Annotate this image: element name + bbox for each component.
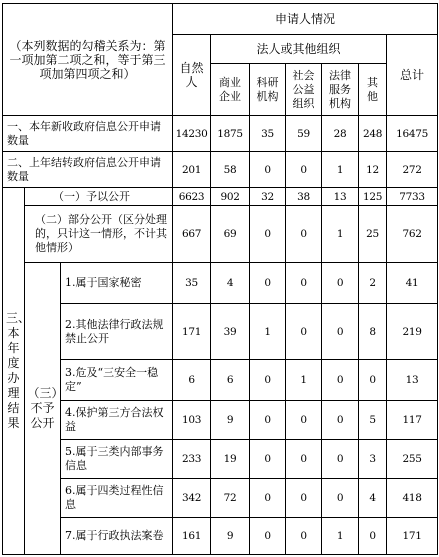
value-cell: 1	[322, 206, 359, 263]
value-cell: 0	[250, 206, 286, 263]
value-cell: 32	[250, 188, 286, 206]
value-cell: 0	[250, 360, 286, 401]
research-header: 科研机构	[250, 64, 286, 116]
row-label: 4.保护第三方合法权益	[61, 401, 173, 440]
row-label: 1.属于国家秘密	[61, 263, 173, 304]
value-cell: 171	[387, 518, 438, 555]
value-cell: 117	[387, 401, 438, 440]
value-cell: 2	[359, 263, 387, 304]
value-cell: 9	[211, 518, 250, 555]
value-cell: 1	[286, 360, 322, 401]
value-cell: 418	[387, 479, 438, 518]
natural-person-header: 自然人	[173, 35, 211, 116]
legal-service-header: 法律服务机构	[322, 64, 359, 116]
table-row	[3, 440, 438, 479]
value-cell: 0	[322, 479, 359, 518]
value-cell: 762	[387, 206, 438, 263]
value-cell: 35	[173, 263, 211, 304]
value-cell: 0	[359, 360, 387, 401]
value-cell: 0	[286, 440, 322, 479]
value-cell: 6623	[173, 188, 211, 206]
value-cell: 0	[250, 518, 286, 555]
value-cell: 0	[286, 263, 322, 304]
value-cell: 4	[359, 479, 387, 518]
section3-label: 三、本年度办理结果	[3, 188, 25, 555]
value-cell: 38	[286, 188, 322, 206]
value-cell: 69	[211, 206, 250, 263]
disclosure-table	[2, 3, 438, 555]
value-cell: 13	[322, 188, 359, 206]
row-label: 7.属于行政执法案卷	[61, 518, 173, 555]
value-cell: 201	[173, 152, 211, 188]
row-label: （一）予以公开	[25, 188, 173, 206]
value-cell: 6	[173, 360, 211, 401]
value-cell: 0	[322, 263, 359, 304]
value-cell: 103	[173, 401, 211, 440]
value-cell: 0	[286, 479, 322, 518]
value-cell: 0	[286, 518, 322, 555]
value-cell: 0	[322, 360, 359, 401]
value-cell: 6	[211, 360, 250, 401]
table-row	[3, 188, 438, 206]
value-cell: 16475	[387, 116, 438, 152]
social-welfare-header: 社会公益组织	[286, 64, 322, 116]
value-cell: 342	[173, 479, 211, 518]
value-cell: 39	[211, 304, 250, 360]
value-cell: 58	[211, 152, 250, 188]
table-row	[3, 263, 438, 304]
value-cell: 35	[250, 116, 286, 152]
value-cell: 0	[286, 304, 322, 360]
value-cell: 272	[387, 152, 438, 188]
value-cell: 9	[211, 401, 250, 440]
value-cell: 161	[173, 518, 211, 555]
value-cell: 4	[211, 263, 250, 304]
value-cell: 14230	[173, 116, 211, 152]
table-note: （本列数据的勾稽关系为：第一项加第二项之和，等于第三项加第四项之和）	[3, 4, 173, 116]
value-cell: 5	[359, 401, 387, 440]
value-cell: 41	[387, 263, 438, 304]
table-row	[3, 206, 438, 263]
row-label: 一、本年新收政府信息公开申请数量	[3, 116, 173, 152]
table-row	[3, 518, 438, 555]
value-cell: 1	[322, 152, 359, 188]
value-cell: 667	[173, 206, 211, 263]
value-cell: 28	[322, 116, 359, 152]
value-cell: 0	[286, 152, 322, 188]
value-cell: 1	[322, 518, 359, 555]
value-cell: 0	[250, 152, 286, 188]
value-cell: 0	[322, 401, 359, 440]
applicant-info-header: 申请人情况	[173, 4, 438, 35]
row-label: 2.其他法律行政法规禁止公开	[61, 304, 173, 360]
other-header: 其他	[359, 64, 387, 116]
value-cell: 0	[250, 401, 286, 440]
table-row	[3, 152, 438, 188]
value-cell: 248	[359, 116, 387, 152]
row-label: 6.属于四类过程性信息	[61, 479, 173, 518]
value-cell: 72	[211, 479, 250, 518]
row-label: 3.危及“三安全一稳定”	[61, 360, 173, 401]
value-cell: 171	[173, 304, 211, 360]
table-row	[3, 360, 438, 401]
table-row	[3, 116, 438, 152]
value-cell: 902	[211, 188, 250, 206]
value-cell: 1	[250, 304, 286, 360]
value-cell: 0	[250, 263, 286, 304]
value-cell: 13	[387, 360, 438, 401]
table-row	[3, 401, 438, 440]
legal-or-other-header: 法人或其他组织	[211, 35, 387, 64]
row-label: 5.属于三类内部事务信息	[61, 440, 173, 479]
withheld-label: （三）不予公开	[25, 263, 61, 555]
value-cell: 0	[359, 518, 387, 555]
value-cell: 255	[387, 440, 438, 479]
value-cell: 8	[359, 304, 387, 360]
value-cell: 25	[359, 206, 387, 263]
row-label: 二、上年结转政府信息公开申请数量	[3, 152, 173, 188]
commercial-header: 商业企业	[211, 64, 250, 116]
value-cell: 0	[250, 440, 286, 479]
table-row	[3, 304, 438, 360]
value-cell: 0	[286, 206, 322, 263]
value-cell: 219	[387, 304, 438, 360]
value-cell: 12	[359, 152, 387, 188]
value-cell: 0	[322, 304, 359, 360]
value-cell: 3	[359, 440, 387, 479]
row-label: （二）部分公开（区分处理的，只计这一情形，不计其他情形）	[25, 206, 173, 263]
value-cell: 0	[286, 401, 322, 440]
value-cell: 0	[322, 440, 359, 479]
value-cell: 1875	[211, 116, 250, 152]
total-header: 总计	[387, 35, 438, 116]
value-cell: 19	[211, 440, 250, 479]
value-cell: 233	[173, 440, 211, 479]
value-cell: 7733	[387, 188, 438, 206]
value-cell: 125	[359, 188, 387, 206]
table-row	[3, 479, 438, 518]
value-cell: 0	[250, 479, 286, 518]
value-cell: 59	[286, 116, 322, 152]
